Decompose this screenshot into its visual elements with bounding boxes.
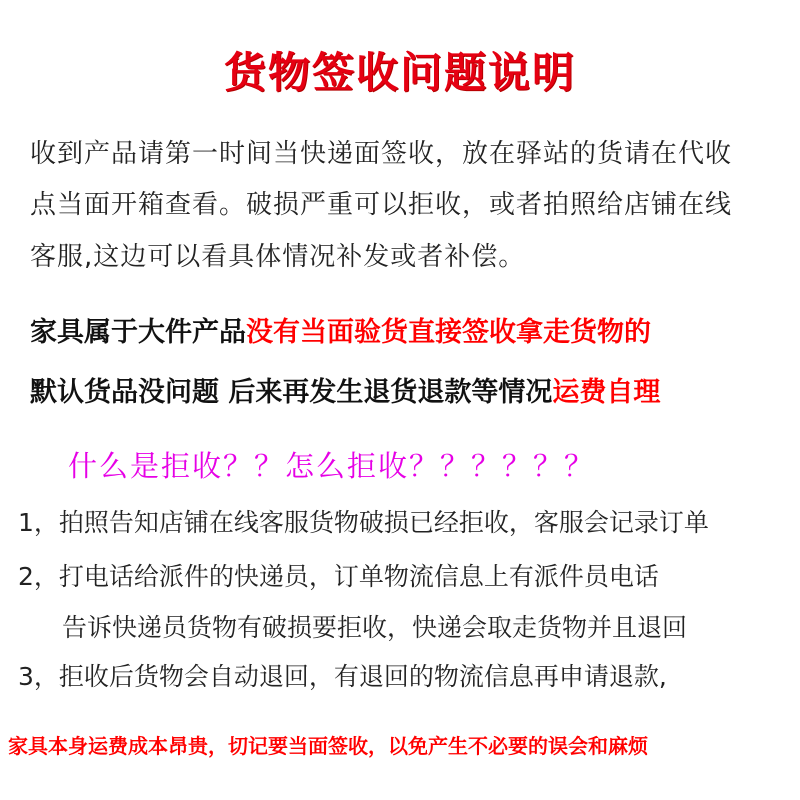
footer-warning: 家具本身运费成本昂贵，切记要当面签收，以免产生不必要的误会和麻烦 (8, 734, 648, 758)
intro-line-1: 收到产品请第一时间当快递面签收，放在驿站的货请在代收 (30, 139, 733, 169)
intro-line-3: 客服,这边可以看具体情况补发或者补偿。 (30, 242, 526, 272)
step-2-continued: 告诉快递员货物有破损要拒收，快递会取走货物并且退回 (62, 613, 688, 642)
notice-line-1 (30, 310, 651, 349)
step-1: 1，拍照告知店铺在线客服货物破损已经拒收，客服会记录订单 (18, 508, 709, 537)
page-title: 货物签收问题说明 (223, 48, 576, 97)
step-2: 2，打电话给派件的快递员，订单物流信息上有派件员电话 (18, 562, 659, 591)
notice-line-1-highlight: 没有当面验货直接签收拿走货物的 (246, 317, 651, 348)
notice-line-2 (30, 370, 660, 409)
step-3: 3，拒收后货物会自动退回，有退回的物流信息再申请退款, (18, 662, 667, 691)
rejection-question: 什么是拒收？？怎么拒收？？？？？？ (68, 449, 596, 483)
notice-line-2-text: 默认货品没问题 后来再发生退货退款等情况 (30, 377, 553, 408)
notice-line-1-text: 家具属于大件产品 (30, 317, 246, 348)
notice-line-2-highlight: 运费自理 (552, 377, 661, 408)
intro-line-2: 点当面开箱查看。破损严重可以拒收，或者拍照给店铺在线 (30, 190, 733, 220)
